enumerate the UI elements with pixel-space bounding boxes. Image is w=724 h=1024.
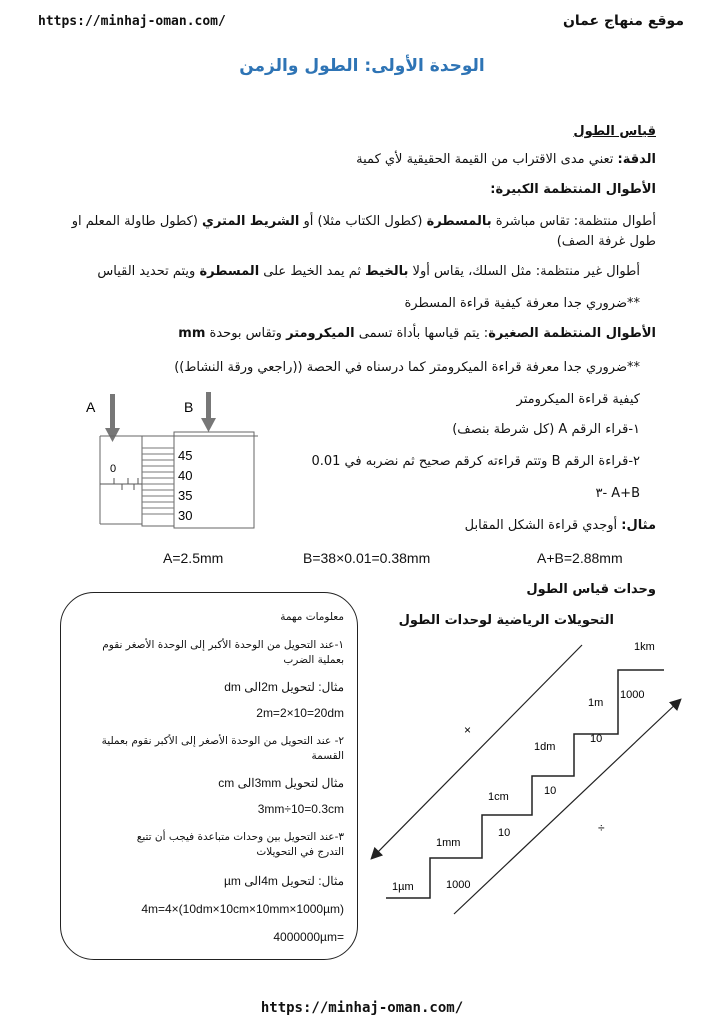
result-a: A=2.5mm — [163, 550, 224, 566]
ruler-note: **ضروري جدا معرفة كيفية قراءة المسطرة — [404, 296, 640, 311]
divide-sign: ÷ — [598, 821, 605, 835]
rule-2-line-2: القسمة — [311, 750, 344, 762]
factor-1000-high: 1000 — [620, 689, 645, 701]
result-sum: A+B=2.88mm — [537, 550, 623, 566]
arrow-b-icon — [201, 392, 216, 432]
how-to-read-heading: كيفية قراءة الميكرومتر — [516, 392, 640, 407]
rule-3-line-1: ٣-عند التحويل بين وحدات متباعدة فيجب أن تتبع — [136, 831, 344, 843]
example-1: مثال: لتحويل 2mالى dm — [224, 680, 344, 694]
zero-mark: 0 — [110, 463, 117, 475]
step-2: ٢-قراءة الرقم B وتتم قراءته كرقم صحيح ثم نضربه في 0.01 — [311, 454, 640, 469]
regular-lengths-text-2: طول غرفة الصف) — [556, 234, 656, 249]
unit-km: 1km — [634, 641, 655, 653]
unit-m: 1m — [588, 697, 604, 709]
large-lengths-heading: الأطوال المنتظمة الكبيرة: — [490, 182, 656, 197]
rule-1-line-2: بعملية الضرب — [283, 654, 344, 666]
accuracy-definition: الدقة: تعني مدى الاقتراب من القيمة الحقيقية لأي كمية — [356, 152, 656, 167]
arrow-a-icon — [105, 394, 120, 442]
example-3-result: =4000000µm — [273, 930, 344, 944]
factor-10-a: 10 — [498, 827, 511, 839]
example-text: مثال: أوجدي قراءة الشكل المقابل — [464, 518, 656, 533]
label-b: B — [184, 399, 194, 415]
multiply-sign: × — [464, 723, 472, 737]
tick-30: 30 — [178, 508, 193, 523]
info-box-title: معلومات مهمة — [280, 611, 344, 623]
header-url[interactable]: https://minhaj-oman.com/ — [38, 14, 226, 29]
rule-1-line-1: ١-عند التحويل من الوحدة الأكبر إلى الوحدة الأصغر نقوم — [102, 639, 344, 651]
footer-url[interactable]: https://minhaj-oman.com/ — [260, 1000, 464, 1016]
factor-1000-low: 1000 — [446, 879, 471, 891]
tick-45: 45 — [178, 448, 193, 463]
irregular-lengths-text: أطوال غير منتظمة: مثل السلك، يقاس أولا بالخيط ثم يمد الخيط على المسطرة ويتم تحديد القياس — [97, 264, 640, 279]
example-3: مثال: لتحويل 4mالى µm — [224, 874, 344, 888]
factor-10-c: 10 — [590, 733, 603, 745]
rule-3-line-2: التدرج في التحويلات — [256, 846, 344, 858]
conversions-title: التحويلات الرياضية لوحدات الطول — [398, 613, 614, 628]
example-3-equation: 4m=4×(10dm×10cm×10mm×1000µm) — [141, 902, 344, 916]
micrometer-note: **ضروري جدا معرفة قراءة الميكرومتر كما درسناه في الحصة ((راجعي ورقة النشاط)) — [174, 360, 640, 375]
unit-um: 1µm — [392, 881, 414, 893]
rule-2-line-1: ٢- عند التحويل من الوحدة الأصغر إلى الأكبر نقوم بعملية — [101, 735, 344, 747]
example-2-equation: 3mm÷10=0.3cm — [257, 802, 344, 816]
unit-cm: 1cm — [488, 791, 509, 803]
example-2: مثال لتحويل 3mmالى cm — [218, 776, 344, 790]
small-lengths-text: الأطوال المنتظمة الصغيرة: يتم قياسها بأداة تسمى الميكرومتر وتقاس بوحدة mm — [178, 326, 656, 341]
tick-35: 35 — [178, 488, 193, 503]
label-a: A — [86, 399, 96, 415]
unit-mm: 1mm — [436, 837, 461, 849]
example-1-equation: 2m=2×10=20dm — [256, 706, 344, 720]
site-name: موقع منهاج عمان — [562, 13, 684, 29]
micrometer-diagram — [78, 392, 258, 532]
result-b: B=38×0.01=0.38mm — [303, 550, 431, 566]
divide-arrow-icon — [454, 700, 680, 914]
units-heading: وحدات قياس الطول — [526, 582, 656, 597]
tick-40: 40 — [178, 468, 193, 483]
stair-steps — [386, 670, 664, 898]
step-3: A+B -٣ — [595, 486, 640, 501]
page-title: الوحدة الأولى: الطول والزمن — [239, 56, 485, 76]
factor-10-b: 10 — [544, 785, 557, 797]
section-heading-length: قياس الطول — [573, 124, 656, 139]
regular-lengths-text: أطوال منتظمة: تقاس مباشرة بالمسطرة (كطول الكتاب مثلا) أو الشريط المتري (كطول طاولة المعلم او — [71, 214, 656, 229]
step-1: ١-قراء الرقم A (كل شرطة بنصف) — [452, 422, 640, 437]
conversion-staircase — [362, 630, 702, 920]
unit-dm: 1dm — [534, 741, 556, 753]
